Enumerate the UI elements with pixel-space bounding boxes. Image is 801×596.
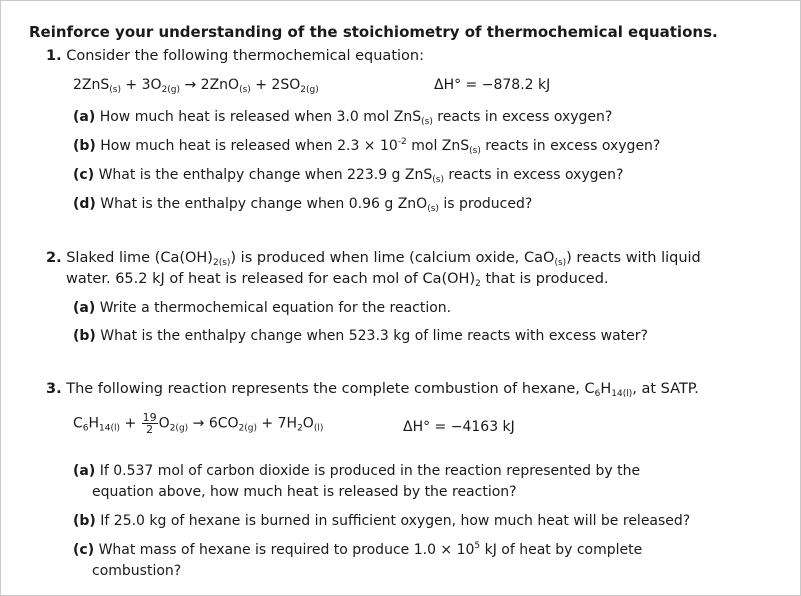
q1d <box>73 196 532 212</box>
q1a <box>73 109 612 125</box>
eq3-fraction <box>142 412 158 435</box>
eq3-plus: + <box>120 415 141 432</box>
q2b-text: What is the enthalpy change when 523.3 kg of lime reacts with excess water? <box>100 328 648 344</box>
q2-line2-sub: 2 <box>475 279 481 289</box>
q1-enthalpy: ΔH° = −878.2 kJ <box>434 77 551 93</box>
q1a-text-end: reacts in excess oxygen? <box>432 109 613 125</box>
q2-text: Slaked lime (Ca(OH) <box>66 250 213 266</box>
q1c-text-end: reacts in excess oxygen? <box>443 167 624 183</box>
eq1-zns: 2ZnS <box>73 77 110 93</box>
q3a-line-1 <box>73 463 640 479</box>
q2-number: 2. <box>46 250 62 266</box>
eq3-c: C <box>73 415 83 432</box>
q1b-text-mid: mol ZnS <box>406 138 470 154</box>
q1d-label: (d) <box>73 196 96 212</box>
q2-sub-2: (s) <box>554 258 567 268</box>
eq3-h-sub: 14(l) <box>99 423 121 434</box>
q1c-label: (c) <box>73 167 95 183</box>
q3b-text: If 25.0 kg of hexane is burned in sufficient oxygen, how much heat will be released? <box>100 513 691 529</box>
eq3-arrow: → <box>188 415 209 432</box>
eq3-h: H <box>88 415 100 432</box>
eq3-c-sub: 6 <box>82 423 89 434</box>
q2-sub: 2(s) <box>212 258 231 268</box>
q2a-text: Write a thermochemical equation for the reaction. <box>99 300 452 316</box>
q2-text-mid: ) is produced when lime (calcium oxide, CaO <box>230 250 555 266</box>
q3c-text-end: kJ of heat by complete <box>480 542 643 558</box>
q2-line-2 <box>66 271 609 287</box>
eq1-zno-state: (s) <box>239 85 251 95</box>
q1a-text: How much heat is released when 3.0 mol ZnS <box>99 109 422 125</box>
q3a-label: (a) <box>73 463 96 479</box>
q1-text: Consider the following thermochemical equation: <box>66 48 424 64</box>
q3-line-1 <box>46 381 699 397</box>
q3-number: 3. <box>46 381 62 397</box>
q1d-state: (s) <box>427 204 439 214</box>
eq3-h2o-state: (l) <box>313 423 324 434</box>
q3b <box>73 513 690 529</box>
eq3-h2o-o: O <box>302 415 314 432</box>
eq1-zns-state: (s) <box>109 85 121 95</box>
q3-enthalpy: ΔH° = −4163 kJ <box>403 419 515 435</box>
q1d-text: What is the enthalpy change when 0.96 g ZnO <box>100 196 428 212</box>
q1b-text-end: reacts in excess oxygen? <box>480 138 661 154</box>
q1d-text-end: is produced? <box>438 196 533 212</box>
q1b-label: (b) <box>73 138 96 154</box>
q1c-state: (s) <box>432 175 444 185</box>
q2-line2-text: water. 65.2 kJ of heat is released for each mol of Ca(OH) <box>66 271 476 287</box>
q1b <box>73 138 660 154</box>
q3-equation <box>73 412 323 435</box>
q2a <box>73 300 451 316</box>
eq1-zno: 2ZnO <box>200 77 240 93</box>
eq3-frac-num: 19 <box>142 411 157 424</box>
q3c-text: What mass of hexane is required to produce 1.0 × 10 <box>98 542 475 558</box>
q3-h: H <box>600 381 612 397</box>
q1b-text: How much heat is released when 2.3 × 10 <box>100 138 398 154</box>
q2-text-end: ) reacts with liquid <box>566 250 701 266</box>
q3a-text: If 0.537 mol of carbon dioxide is produced in the reaction represented by the <box>99 463 641 479</box>
q2-line2-end: that is produced. <box>480 271 609 287</box>
q1c <box>73 167 623 183</box>
q3-text-end: , at SATP. <box>632 381 699 397</box>
eq3-frac-den: 2 <box>146 423 154 436</box>
q3c-line-2: combustion? <box>92 563 182 579</box>
q2b <box>73 328 648 344</box>
q3c-exponent: 5 <box>474 541 481 551</box>
q1-prompt <box>46 48 424 64</box>
q1-equation <box>73 77 319 93</box>
eq3-h2o-sub: 2 <box>297 423 303 434</box>
q3-sub-1: 6 <box>594 389 601 399</box>
worksheet-title: Reinforce your understanding of the stoichiometry of thermochemical equations. <box>29 23 718 41</box>
eq3-o: O <box>158 415 170 432</box>
eq3-plus-2: + <box>256 415 278 432</box>
q3-sub-2: 14(l) <box>611 389 633 399</box>
eq1-arrow: → <box>180 77 201 93</box>
eq1-so2-sub: 2(g) <box>300 85 319 95</box>
q1b-exponent: -2 <box>397 137 407 147</box>
eq1-o2: 3O <box>141 77 162 93</box>
q2b-label: (b) <box>73 328 96 344</box>
q1c-text: What is the enthalpy change when 223.9 g ZnS <box>98 167 433 183</box>
q3c-label: (c) <box>73 542 95 558</box>
q1b-state: (s) <box>469 146 481 156</box>
eq1-so2: 2SO <box>271 77 301 93</box>
q2a-label: (a) <box>73 300 96 316</box>
eq3-o-sub: 2(g) <box>169 423 189 434</box>
eq3-h2o: 7H <box>277 415 298 432</box>
q1a-state: (s) <box>421 117 433 127</box>
eq1-plus-2: + <box>250 77 272 93</box>
eq1-o2-sub: 2(g) <box>161 85 181 95</box>
eq3-co2-sub: 2(g) <box>238 423 257 434</box>
q3c-line-1 <box>73 542 642 558</box>
q3a-line-2: equation above, how much heat is released by the reaction? <box>92 484 517 500</box>
eq3-co2: 6CO <box>208 415 239 432</box>
q2-line-1 <box>46 250 701 266</box>
q3b-label: (b) <box>73 513 96 529</box>
eq1-plus: + <box>120 77 142 93</box>
q1-number: 1. <box>46 48 62 64</box>
q1a-label: (a) <box>73 109 96 125</box>
q3-text: The following reaction represents the complete combustion of hexane, C <box>66 381 595 397</box>
